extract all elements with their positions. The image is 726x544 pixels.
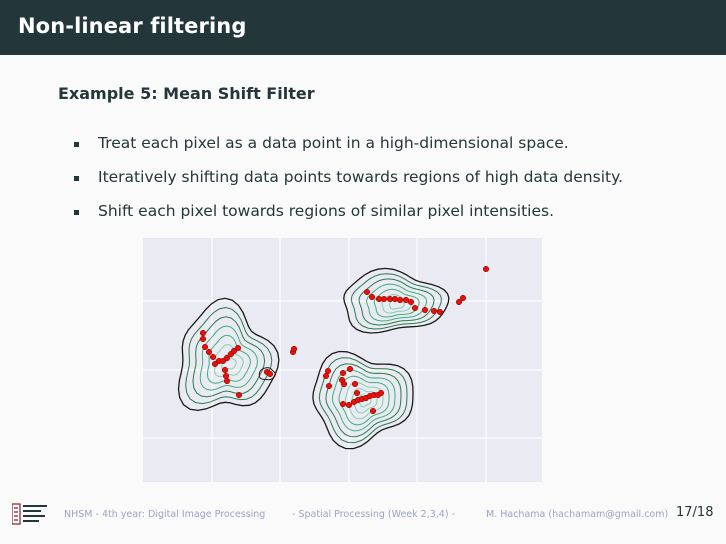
- footer-author: M. Hachama (hachamam@gmail.com): [486, 509, 669, 520]
- data-point: [483, 266, 489, 272]
- data-point: [364, 289, 370, 295]
- data-point: [346, 402, 352, 408]
- footer-section: - Spatial Processing (Week 2,3,4) -: [292, 509, 456, 520]
- slide-title: Non-linear filtering: [18, 14, 247, 38]
- data-point: [222, 367, 228, 373]
- bullet-text: Shift each pixel towards regions of similar pixel intensities.: [98, 202, 555, 220]
- bullet-item: [74, 165, 623, 199]
- data-point: [200, 336, 206, 342]
- data-point: [202, 344, 208, 350]
- bullet-item: [74, 131, 623, 165]
- data-point: [326, 383, 332, 389]
- data-point: [210, 354, 216, 360]
- data-point: [397, 297, 403, 303]
- page-number: 17/18: [676, 505, 714, 520]
- data-point: [206, 349, 212, 355]
- data-point: [378, 390, 384, 396]
- institution-logo: [12, 502, 50, 526]
- data-point: [267, 371, 273, 377]
- data-point: [408, 299, 414, 305]
- data-point: [422, 307, 428, 313]
- data-point: [224, 378, 230, 384]
- data-point: [236, 392, 242, 398]
- data-point: [340, 401, 346, 407]
- bullet-text: Iteratively shifting data points towards regions of high data density.: [98, 168, 623, 186]
- data-point: [381, 296, 387, 302]
- bullet-marker: [74, 176, 79, 181]
- footer-course: NHSM - 4th year: Digital Image Processing: [64, 509, 266, 520]
- data-point: [412, 305, 418, 311]
- data-point: [200, 330, 206, 336]
- data-point: [235, 345, 241, 351]
- data-point: [354, 390, 360, 396]
- bullet-marker: [74, 210, 79, 215]
- title-bar: [0, 0, 726, 55]
- data-point: [347, 366, 353, 372]
- mean-shift-contour-figure: [143, 238, 542, 482]
- bullet-list: [74, 131, 623, 233]
- data-point: [223, 373, 229, 379]
- bullet-item: [74, 199, 623, 233]
- bullet-text: Treat each pixel as a data point in a high-dimensional space.: [98, 134, 569, 152]
- data-point: [369, 294, 375, 300]
- data-point: [291, 346, 297, 352]
- data-point: [341, 381, 347, 387]
- data-point: [431, 308, 437, 314]
- bullet-marker: [74, 142, 79, 147]
- data-point: [340, 370, 346, 376]
- data-point: [392, 296, 398, 302]
- data-point: [323, 373, 329, 379]
- example-heading: Example 5: Mean Shift Filter: [58, 84, 315, 103]
- data-point: [352, 381, 358, 387]
- data-point: [370, 408, 376, 414]
- data-point: [437, 309, 443, 315]
- slide-footer: [0, 500, 726, 530]
- data-point: [460, 295, 466, 301]
